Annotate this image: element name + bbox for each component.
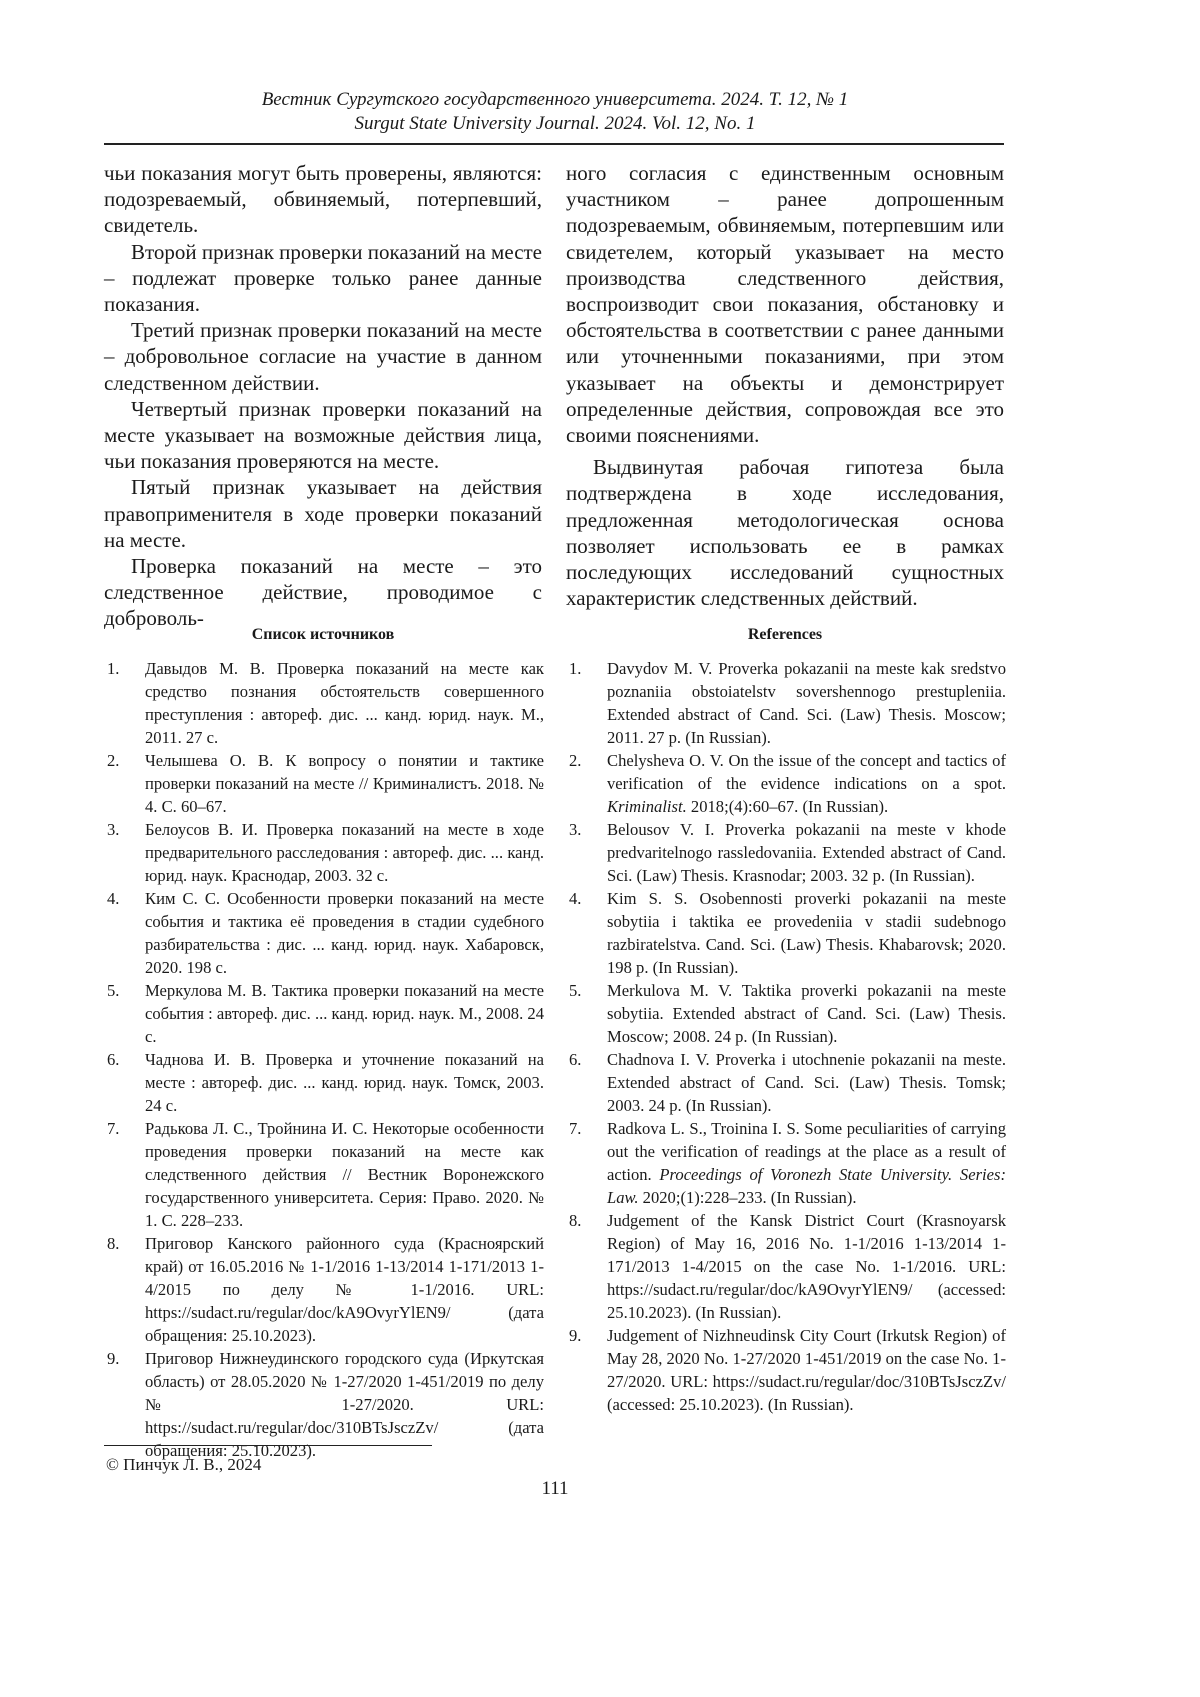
- item-text: [607, 749, 1006, 818]
- reference-item: [566, 657, 1006, 749]
- text-part: Kim S. S. Osobennosti proverki pokazanii na meste sobytiia i taktika ee provedeniia v stadii sudebnogo razbiratelstva. Cand. Sci. (Law) Thesis. Khabarovsk; 2020. 198 p. (In Russian).: [607, 889, 1006, 977]
- item-text: Давыдов М. В. Проверка показаний на месте как средство познания обстоятельств совершенного преступления : автореф. дис. ... канд. юрид. наук. М., 2011. 27 с.: [145, 657, 544, 749]
- item-number: 6.: [566, 1048, 607, 1117]
- paragraph: Проверка показаний на месте – это следственное действие, проводимое с доброволь-: [104, 553, 542, 632]
- journal-header-en: Surgut State University Journal. 2024. Vol. 12, No. 1: [0, 112, 1110, 136]
- text-part: Judgement of the Kansk District Court (Krasnoyarsk Region) of May 16, 2016 No. 1-1/2016 1-13/2014 1-171/2013 1-4/2015 on the case No. 1-1/2016. URL: https://sudact.ru/regular/doc/kA9OvyrYlEN9/ (accessed: 25.10.2023). (In Russian).: [607, 1211, 1006, 1322]
- footnote-rule: [104, 1445, 432, 1446]
- header-rule: [104, 143, 1004, 145]
- journal-title: Proceedings of Voronezh State University. Series: Law.: [607, 1165, 1006, 1207]
- item-text: [607, 1048, 1006, 1117]
- reference-item: [566, 749, 1006, 818]
- paragraph: ного согласия с единственным основным участником – ранее допрошенным подозреваемым, обвиняемым, потерпевшим или свидетелем, который указывает на место производства следственного действия, воспроизводит свои показания, обстановку и обстоятельства в соответствии с ранее данными или уточненными показаниями, при этом указывает на объекты и демонстрирует определенные действия, сопровождая все это своими пояснениями.: [566, 160, 1004, 448]
- item-text: [607, 1324, 1006, 1416]
- source-item: [104, 749, 544, 818]
- source-item: [104, 657, 544, 749]
- text-part: Davydov M. V. Proverka pokazanii na meste kak sredstvo poznaniia obstoiatelstv sovershennogo prestupleniia. Extended abstract of Cand. Sci. (Law) Thesis. Moscow; 2011. 27 p. (In Russian).: [607, 659, 1006, 747]
- item-number: 3.: [566, 818, 607, 887]
- item-number: 8.: [566, 1209, 607, 1324]
- reference-item: [566, 818, 1006, 887]
- source-item: [104, 887, 544, 979]
- item-number: 4.: [104, 887, 145, 979]
- reference-item: [566, 1048, 1006, 1117]
- body-column-right: [566, 160, 1004, 611]
- item-number: 5.: [104, 979, 145, 1048]
- paragraph: Второй признак проверки показаний на месте – подлежат проверке только ранее данные показания.: [104, 239, 542, 318]
- item-number: 8.: [104, 1232, 145, 1347]
- item-number: 2.: [104, 749, 145, 818]
- page-number: 111: [0, 1478, 1110, 1500]
- item-number: 6.: [104, 1048, 145, 1117]
- reference-item: [566, 1117, 1006, 1209]
- body-column-left: [104, 160, 542, 632]
- item-text: Челышева О. В. К вопросу о понятии и тактике проверки показаний на месте // Криминалистъ. 2018. № 4. С. 60–67.: [145, 749, 544, 818]
- item-number: 7.: [566, 1117, 607, 1209]
- item-number: 7.: [104, 1117, 145, 1232]
- source-item: [104, 818, 544, 887]
- item-text: [607, 979, 1006, 1048]
- paragraph: Выдвинутая рабочая гипотеза была подтверждена в ходе исследования, предложенная методологическая основа позволяет использовать ее в рамках последующих исследований сущностных характеристик следственных действий.: [566, 454, 1004, 611]
- item-number: 1.: [566, 657, 607, 749]
- item-number: 5.: [566, 979, 607, 1048]
- item-number: 9.: [566, 1324, 607, 1416]
- item-text: [607, 657, 1006, 749]
- sources-title: Список источников: [104, 626, 542, 644]
- text-part: 2018;(4):60–67. (In Russian).: [687, 797, 888, 816]
- item-number: 2.: [566, 749, 607, 818]
- references-list: [566, 657, 1006, 1416]
- item-text: [607, 818, 1006, 887]
- item-text: [607, 1117, 1006, 1209]
- paragraph: Четвертый признак проверки показаний на месте указывает на возможные действия лица, чьи показания проверяются на месте.: [104, 396, 542, 475]
- item-text: Чаднова И. В. Проверка и уточнение показаний на месте : автореф. дис. ... канд. юрид. наук. Томск, 2003. 24 с.: [145, 1048, 544, 1117]
- source-item: [104, 1232, 544, 1347]
- item-text: [607, 1209, 1006, 1324]
- source-item: [104, 1048, 544, 1117]
- journal-header-ru: Вестник Сургутского государственного университета. 2024. Т. 12, № 1: [0, 88, 1110, 112]
- references-title: References: [566, 626, 1004, 644]
- journal-title: Kriminalist.: [607, 797, 687, 816]
- source-item: [104, 1117, 544, 1232]
- source-item: [104, 979, 544, 1048]
- item-number: 3.: [104, 818, 145, 887]
- sources-list: [104, 657, 544, 1462]
- reference-item: [566, 1209, 1006, 1324]
- text-part: 2020;(1):228–233. (In Russian).: [639, 1188, 857, 1207]
- text-part: Merkulova M. V. Taktika proverki pokazanii na meste sobytiia. Extended abstract of Cand. Sci. (Law) Thesis. Moscow; 2008. 24 p. (In Russian).: [607, 981, 1006, 1046]
- reference-item: [566, 979, 1006, 1048]
- text-part: Judgement of Nizhneudinsk City Court (Irkutsk Region) of May 28, 2020 No. 1-27/2020 1-451/2019 on the case No. 1-27/2020. URL: https://sudact.ru/regular/doc/310BTsJsczZv/ (accessed: 25.10.2023). (In Russian).: [607, 1326, 1006, 1414]
- item-text: Ким С. С. Особенности проверки показаний на месте события и тактика её проведения в стадии судебного разбирательства : дис. ... канд. юрид. наук. Хабаровск, 2020. 198 с.: [145, 887, 544, 979]
- item-text: Радькова Л. С., Тройнина И. С. Некоторые особенности проведения проверки показаний на месте как следственного действия // Вестник Воронежского государственного университета. Серия: Право. 2020. № 1. С. 228–233.: [145, 1117, 544, 1232]
- text-part: Chadnova I. V. Proverka i utochnenie pokazanii na meste. Extended abstract of Cand. Sci. (Law) Thesis. Tomsk; 2003. 24 p. (In Russian).: [607, 1050, 1006, 1115]
- item-text: Приговор Нижнеудинского городского суда (Иркутская область) от 28.05.2020 № 1-27/2020 1-451/2019 по делу № 1-27/2020. URL: https://sudact.ru/regular/doc/310BTsJsczZv/ (дата обращения: 25.10.2023).: [145, 1347, 544, 1462]
- item-text: Меркулова М. В. Тактика проверки показаний на месте события : автореф. дис. ... канд. юрид. наук. М., 2008. 24 с.: [145, 979, 544, 1048]
- paragraph: чьи показания могут быть проверены, являются: подозреваемый, обвиняемый, потерпевший, свидетель.: [104, 160, 542, 239]
- paragraph: Третий признак проверки показаний на месте – добровольное согласие на участие в данном следственном действии.: [104, 317, 542, 396]
- item-number: 4.: [566, 887, 607, 979]
- paragraph: Пятый признак указывает на действия правоприменителя в ходе проверки показаний на месте.: [104, 474, 542, 553]
- text-part: Radkova L. S., Troinina I. S. Some peculiarities of carrying out the verification of readings at the place as a result of action.: [607, 1119, 1006, 1184]
- item-text: [607, 887, 1006, 979]
- text-part: Chelysheva O. V. On the issue of the concept and tactics of verification of the evidence indications on a spot.: [607, 751, 1006, 793]
- item-number: 1.: [104, 657, 145, 749]
- item-text: Белоусов В. И. Проверка показаний на месте в ходе предварительного расследования : автореф. дис. ... канд. юрид. наук. Краснодар, 2003. 32 с.: [145, 818, 544, 887]
- copyright-footnote: © Пинчук Л. В., 2024: [106, 1455, 261, 1475]
- reference-item: [566, 1324, 1006, 1416]
- text-part: Belousov V. I. Proverka pokazanii na meste v khode predvaritelnogo rassledovaniia. Extended abstract of Cand. Sci. (Law) Thesis. Krasnodar; 2003. 32 p. (In Russian).: [607, 820, 1006, 885]
- reference-item: [566, 887, 1006, 979]
- item-number: 9.: [104, 1347, 145, 1462]
- item-text: Приговор Канского районного суда (Красноярский край) от 16.05.2016 № 1-1/2016 1-13/2014 1-171/2013 1-4/2015 по делу № 1-1/2016. URL: https://sudact.ru/regular/doc/kA9OvyrYlEN9/ (дата обращения: 25.10.2023).: [145, 1232, 544, 1347]
